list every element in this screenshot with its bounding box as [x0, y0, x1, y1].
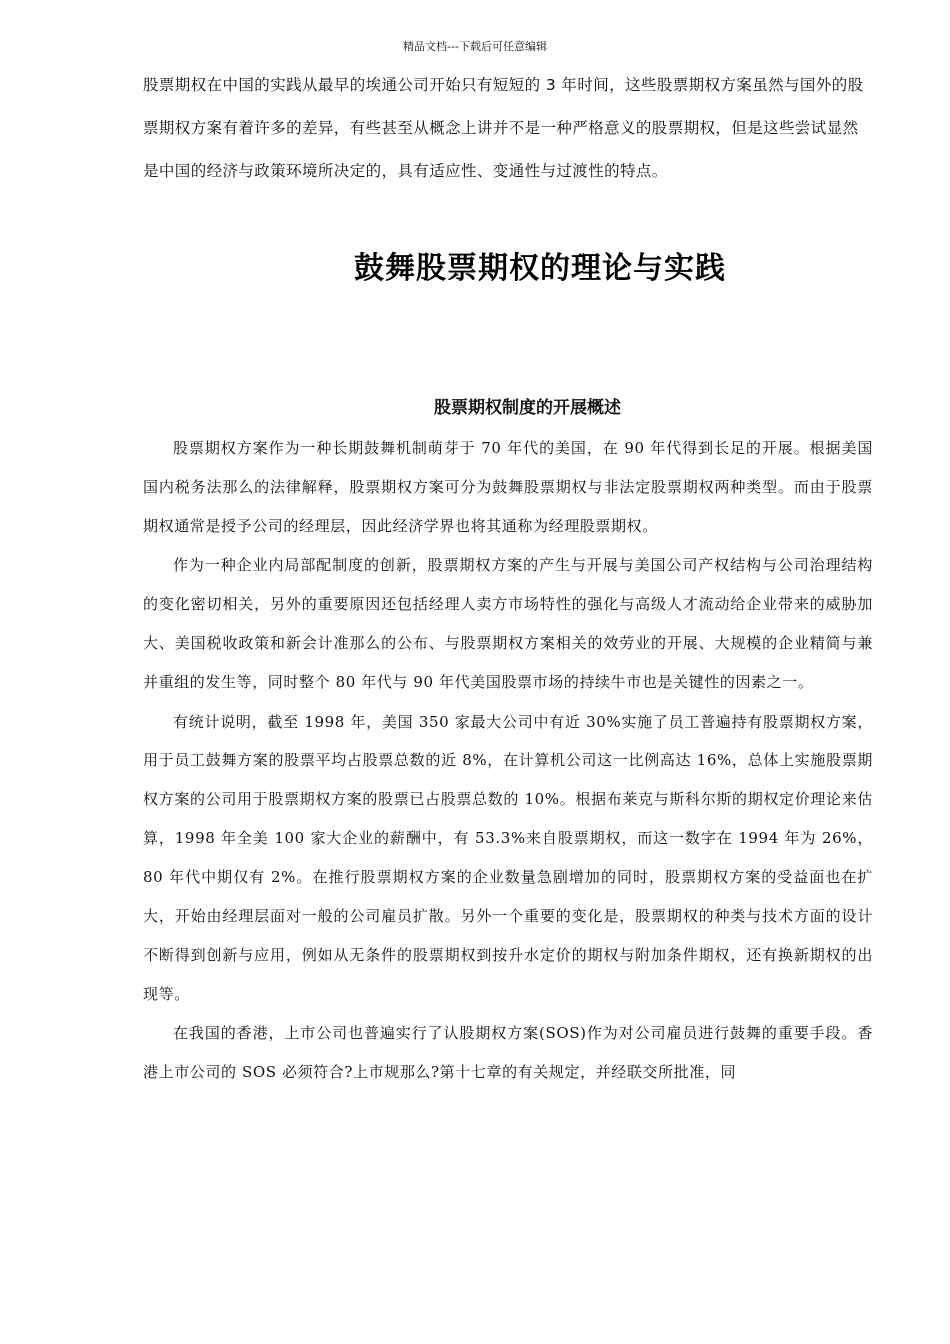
header-note: 精品文档---下载后可任意编辑 — [403, 40, 547, 53]
body-paragraph: 作为一种企业内局部配制度的创新，股票期权方案的产生与开展与美国公司产权结构与公司治理结构的变化密切相关，另外的重要原因还包括经理人卖方市场特性的强化与高级人才流动给企业带来的威胁加大、美国税收政策和新会计准那么的公布、与股票期权方案相关的效劳业的开展、大规模的企业精简与兼并重组的发生等，同时整个 80 年代与 90 年代美国股票市场的持续牛市也是关键性的因素之一。 — [143, 556, 873, 692]
body-text — [143, 429, 873, 1093]
body-paragraph: 有统计说明，截至 1998 年，美国 350 家最大公司中有近 30%实施了员工普遍持有股票期权方案，用于员工鼓舞方案的股票平均占股票总数的近 8%，在计算机公司这一比例高达 16%，总体上实施股票期权方案的公司用于股票期权方案的股票已占股票总数的 10%。根据布莱克与斯科尔斯的期权定价理论来估算，1998 年全美 100 家大企业的薪酬中，有 53.3%来自股票期权，而这一数字在 1994 年为 26%，80 年代中期仅有 2%。在推行股票期权方案的企业数量急剧增加的同时，股票期权方案的受益面也在扩大，开始由经理层面对一般的公司雇员扩散。另外一个重要的变化是，股票期权的种类与技术方面的设计不断得到创新与应用，例如从无条件的股票期权到按升水定价的期权与附加条件期权，还有换新期权的出现等。 — [143, 712, 873, 1003]
document-title: 鼓舞股票期权的理论与实践 — [354, 251, 726, 286]
section-heading: 股票期权制度的开展概述 — [434, 398, 621, 418]
intro-paragraph: 股票期权在中国的实践从最早的埃通公司开始只有短短的 3 年时间，这些股票期权方案虽然与国外的股票期权方案有着许多的差异，有些甚至从概念上讲并不是一种严格意义的股票期权，但是这些尝试显然是中国的经济与政策环境所决定的，具有适应性、变通性与过渡性的特点。 — [143, 76, 864, 180]
body-paragraph: 在我国的香港，上市公司也普遍实行了认股期权方案(SOS)作为对公司雇员进行鼓舞的重要手段。香港上市公司的 SOS 必须符合?上市规那么?第十七章的有关规定，并经联交所批准，同 — [143, 1024, 873, 1082]
body-paragraph: 股票期权方案作为一种长期鼓舞机制萌芽于 70 年代的美国，在 90 年代得到长足的开展。根据美国国内税务法那么的法律解释，股票期权方案可分为鼓舞股票期权与非法定股票期权两种类型。而由于股票期权通常是授予公司的经理层，因此经济学界也将其通称为经理股票期权。 — [143, 439, 873, 535]
